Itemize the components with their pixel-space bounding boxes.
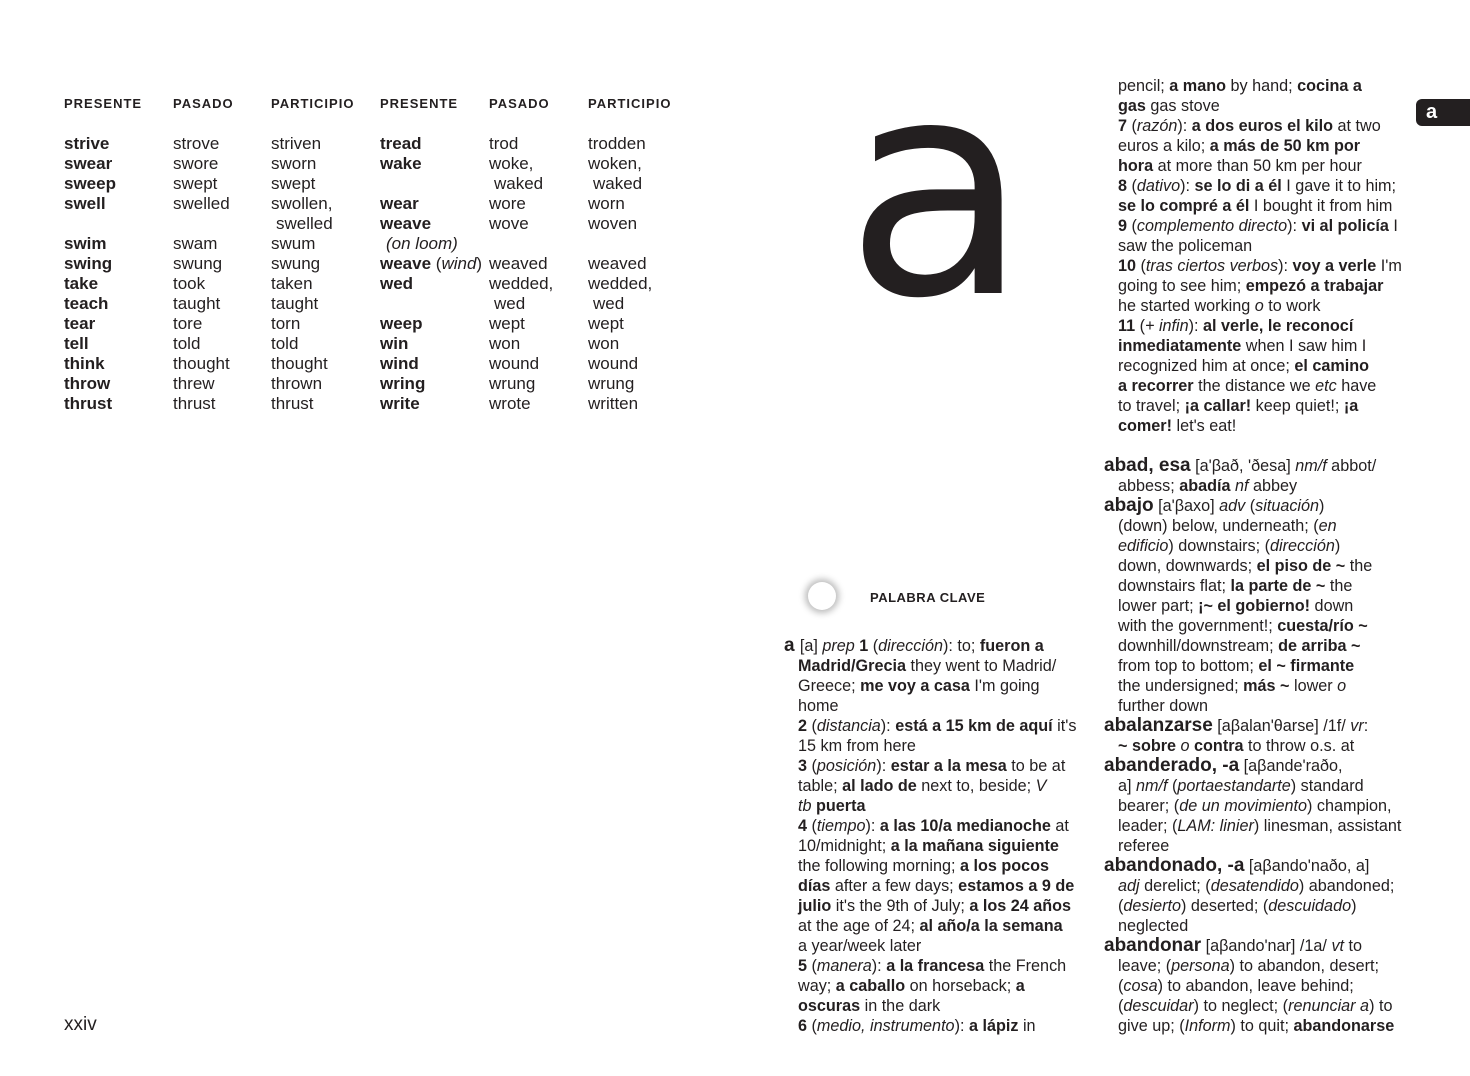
page-number: xxiv bbox=[64, 1014, 97, 1035]
entry-line: he started working o to work bbox=[1118, 297, 1321, 315]
verb-cell: worn bbox=[588, 194, 625, 213]
verb-cell: (on loom) bbox=[386, 234, 458, 253]
verb-cell: wound bbox=[489, 354, 540, 373]
verb-cell: wring bbox=[380, 374, 426, 393]
entry-line: going to see him; empezó a trabajar bbox=[1118, 277, 1384, 295]
verb-cell: taught bbox=[271, 294, 319, 313]
verb-cell: swam bbox=[173, 234, 218, 253]
verb-cell: win bbox=[380, 334, 409, 353]
verb-cell: striven bbox=[271, 134, 322, 153]
entry-line: ~ sobre o contra to throw o.s. at bbox=[1118, 737, 1355, 755]
verb-cell: swelled bbox=[276, 214, 333, 233]
entry-line: 10 (tras ciertos verbos): voy a verle I'm bbox=[1118, 257, 1402, 275]
verb-cell: wear bbox=[380, 194, 419, 213]
verb-cell: throw bbox=[64, 374, 111, 393]
entry-line: inmediatamente when I saw him I bbox=[1118, 337, 1367, 355]
verb-cell: wind bbox=[380, 354, 419, 373]
verb-cell: swollen, bbox=[271, 194, 333, 213]
entry-line: abalanzarse [aβalan'θarse] /1f/ vr: bbox=[1104, 715, 1369, 736]
entry-line: 6 (medio, instrumento): a lápiz in bbox=[798, 1017, 1036, 1035]
entry-line: to travel; ¡a callar! keep quiet!; ¡a bbox=[1118, 397, 1359, 415]
entry-line: Madrid/Grecia they went to Madrid/ bbox=[798, 657, 1057, 675]
verb-cell: woken, bbox=[588, 154, 642, 173]
entry-line: tb puerta bbox=[798, 797, 866, 815]
verb-column-header: PASADO bbox=[173, 96, 234, 111]
entry-line: referee bbox=[1118, 837, 1170, 855]
entry-line: a] nm/f (portaestandarte) standard bbox=[1118, 777, 1364, 795]
entry-line: the undersigned; más ~ lower o bbox=[1118, 677, 1347, 695]
verb-cell: weave (wind) bbox=[380, 254, 483, 273]
verb-column-header: PARTICIPIO bbox=[588, 96, 672, 111]
verb-cell: wrung bbox=[489, 374, 536, 393]
entry-line: 8 (dativo): se lo di a él I gave it to him; bbox=[1118, 177, 1397, 195]
entry-column-b-top bbox=[1104, 76, 1402, 436]
verb-cell: take bbox=[64, 274, 99, 293]
verb-cell: wound bbox=[588, 354, 639, 373]
entry-line: downhill/downstream; de arriba ~ bbox=[1118, 637, 1361, 655]
entry-line: edificio) downstairs; (dirección) bbox=[1118, 537, 1341, 555]
verb-cell: wrote bbox=[489, 394, 531, 413]
verb-cell: wept bbox=[588, 314, 624, 333]
entry-line: leader; (LAM: linier) linesman, assistant bbox=[1118, 817, 1402, 835]
verb-cell: swept bbox=[173, 174, 218, 193]
verb-cell: waked bbox=[494, 174, 544, 193]
verb-cell: waked bbox=[593, 174, 643, 193]
entry-line: (cosa) to abandon, leave behind; bbox=[1118, 977, 1354, 995]
entry-line: gas gas stove bbox=[1118, 97, 1220, 115]
entry-line: saw the policeman bbox=[1118, 237, 1253, 255]
verb-cell: swum bbox=[271, 234, 316, 253]
entry-line: 2 (distancia): está a 15 km de aquí it's bbox=[798, 717, 1077, 735]
verb-cell: swept bbox=[271, 174, 316, 193]
verb-cell: swing bbox=[64, 254, 113, 273]
entry-line: way; a caballo on horseback; a bbox=[798, 977, 1025, 995]
entry-line: Greece; me voy a casa I'm going bbox=[798, 677, 1040, 695]
verb-cell: wore bbox=[489, 194, 526, 213]
entry-line: at the age of 24; al año/a la semana bbox=[798, 917, 1063, 935]
verb-cell: wed bbox=[494, 294, 526, 313]
verb-cell: won bbox=[588, 334, 620, 353]
verb-cell: write bbox=[380, 394, 420, 413]
entry-line: downstairs flat; la parte de ~ the bbox=[1118, 577, 1353, 595]
verb-cell: told bbox=[271, 334, 299, 353]
verb-cell: thought bbox=[173, 354, 230, 373]
verb-cell: swim bbox=[64, 234, 107, 253]
verb-cell: weaved bbox=[588, 254, 647, 273]
entry-line: with the government!; cuesta/río ~ bbox=[1118, 617, 1368, 635]
verb-cell: weep bbox=[380, 314, 423, 333]
verb-cell: swell bbox=[64, 194, 106, 213]
verb-cell: strove bbox=[173, 134, 220, 153]
verb-cell: won bbox=[489, 334, 521, 353]
entry-line: down, downwards; el piso de ~ the bbox=[1118, 557, 1373, 575]
verb-cell: strive bbox=[64, 134, 110, 153]
verb-cell: thrust bbox=[64, 394, 113, 413]
verb-cell: think bbox=[64, 354, 105, 373]
verb-cell: woven bbox=[588, 214, 638, 233]
entry-line: euros a kilo; a más de 50 km por bbox=[1118, 137, 1361, 155]
entry-line: leave; (persona) to abandon, desert; bbox=[1118, 957, 1379, 975]
letter-tab: a bbox=[1416, 99, 1470, 126]
verb-cell: wept bbox=[489, 314, 525, 333]
entry-line: 5 (manera): a la francesa the French bbox=[798, 957, 1067, 975]
verb-cell: swelled bbox=[173, 194, 230, 213]
entry-line: abandonar [aβando'nar] /1a/ vt to bbox=[1104, 935, 1363, 956]
verb-column-header: PASADO bbox=[489, 96, 550, 111]
entry-line: table; al lado de next to, beside; V bbox=[798, 777, 1047, 795]
verb-cell: swear bbox=[64, 154, 113, 173]
verb-cell: written bbox=[588, 394, 639, 413]
verb-cell: wake bbox=[380, 154, 422, 173]
verb-cell: wedded, bbox=[489, 274, 554, 293]
entry-line: 7 (razón): a dos euros el kilo at two bbox=[1118, 117, 1381, 135]
entry-line: oscuras in the dark bbox=[798, 997, 941, 1015]
entry-line: a [a] prep 1 (dirección): to; fueron a bbox=[784, 635, 1044, 656]
entry-line: 10/midnight; a la mañana siguiente bbox=[798, 837, 1059, 855]
entry-line: abandonado, -a [aβando'naðo, a] bbox=[1104, 855, 1370, 876]
verb-cell: swung bbox=[173, 254, 223, 273]
entry-line: a year/week later bbox=[798, 937, 922, 955]
entry-line: give up; (Inform) to quit; abandonarse bbox=[1118, 1017, 1395, 1035]
verb-cell: thought bbox=[271, 354, 328, 373]
entry-line: abanderado, -a [aβande'raðo, bbox=[1104, 755, 1343, 776]
verb-column-header: PARTICIPIO bbox=[271, 96, 355, 111]
keyword-circle-icon bbox=[808, 582, 836, 610]
verb-cell: woke, bbox=[489, 154, 534, 173]
verb-cell: sweep bbox=[64, 174, 116, 193]
verb-cell: swung bbox=[271, 254, 321, 273]
verb-cell: wed bbox=[593, 294, 625, 313]
entry-column-a bbox=[784, 636, 1076, 1036]
verb-cell: wrung bbox=[588, 374, 635, 393]
keyword-label: PALABRA CLAVE bbox=[870, 590, 986, 605]
entry-line: 15 km from here bbox=[798, 737, 916, 755]
entry-line: comer! let's eat! bbox=[1118, 417, 1237, 435]
verb-cell: sworn bbox=[271, 154, 317, 173]
section-letter: a bbox=[845, 15, 1029, 364]
entry-line: bearer; (de un movimiento) champion, bbox=[1118, 797, 1392, 815]
entry-line: abajo [a'βaxo] adv (situación) bbox=[1104, 495, 1325, 516]
entry-line: recognized him at once; el camino bbox=[1118, 357, 1370, 375]
verb-cell: threw bbox=[173, 374, 215, 393]
verb-cell: took bbox=[173, 274, 206, 293]
entry-line: días after a few days; estamos a 9 de bbox=[798, 877, 1075, 895]
verb-column-header: PRESENTE bbox=[380, 96, 459, 111]
entry-line: julio it's the 9th of July; a los 24 años bbox=[798, 897, 1072, 915]
verb-cell: wed bbox=[380, 274, 414, 293]
verb-cell: torn bbox=[271, 314, 301, 333]
entry-line: 9 (complemento directo): vi al policía I bbox=[1118, 217, 1398, 235]
verb-cell: wove bbox=[489, 214, 529, 233]
entry-line: the following morning; a los pocos bbox=[798, 857, 1050, 875]
entry-line: from top to bottom; el ~ firmante bbox=[1118, 657, 1355, 675]
verb-cell: weave bbox=[380, 214, 432, 233]
verb-cell: thrust bbox=[271, 394, 314, 413]
verb-cell: taught bbox=[173, 294, 221, 313]
verb-cell: thrust bbox=[173, 394, 216, 413]
entry-line: (down) below, underneath; (en bbox=[1118, 517, 1337, 535]
verb-cell: tore bbox=[173, 314, 203, 333]
entry-line: hora at more than 50 km per hour bbox=[1118, 157, 1362, 175]
entry-line: se lo compré a él I bought it from him bbox=[1118, 197, 1393, 215]
entry-line: pencil; a mano by hand; cocina a bbox=[1118, 77, 1362, 95]
verb-cell: trodden bbox=[588, 134, 646, 153]
entry-line: 4 (tiempo): a las 10/a medianoche at bbox=[798, 817, 1069, 835]
verb-cell: teach bbox=[64, 294, 109, 313]
verb-cell: wedded, bbox=[588, 274, 653, 293]
verb-cell: tell bbox=[64, 334, 89, 353]
verb-cell: tread bbox=[380, 134, 422, 153]
entry-line: a recorrer the distance we etc have bbox=[1118, 377, 1377, 395]
verb-cell: tear bbox=[64, 314, 96, 333]
entry-line: (descuidar) to neglect; (renunciar a) to bbox=[1118, 997, 1393, 1015]
verb-cell: taken bbox=[271, 274, 313, 293]
verb-cell: swore bbox=[173, 154, 219, 173]
entry-line: further down bbox=[1118, 697, 1208, 715]
entry-line: 11 (+ infin): al verle, le reconocí bbox=[1118, 317, 1354, 335]
verb-cell: weaved bbox=[489, 254, 548, 273]
entry-line: lower part; ¡~ el gobierno! down bbox=[1118, 597, 1354, 615]
entry-line: abbess; abadía nf abbey bbox=[1118, 477, 1298, 495]
entry-line: neglected bbox=[1118, 917, 1189, 935]
entry-line: (desierto) deserted; (descuidado) bbox=[1118, 897, 1357, 915]
verb-cell: trod bbox=[489, 134, 519, 153]
verb-cell: thrown bbox=[271, 374, 323, 393]
entry-line: home bbox=[798, 697, 839, 715]
entry-line: abad, esa [a'βað, 'ðesa] nm/f abbot/ bbox=[1104, 455, 1377, 476]
verb-cell: told bbox=[173, 334, 201, 353]
entry-line: adj derelict; (desatendido) abandoned; bbox=[1118, 877, 1395, 895]
entry-line: 3 (posición): estar a la mesa to be at bbox=[798, 757, 1066, 775]
entry-column-b-bottom bbox=[1104, 456, 1401, 1036]
verb-column-header: PRESENTE bbox=[64, 96, 143, 111]
